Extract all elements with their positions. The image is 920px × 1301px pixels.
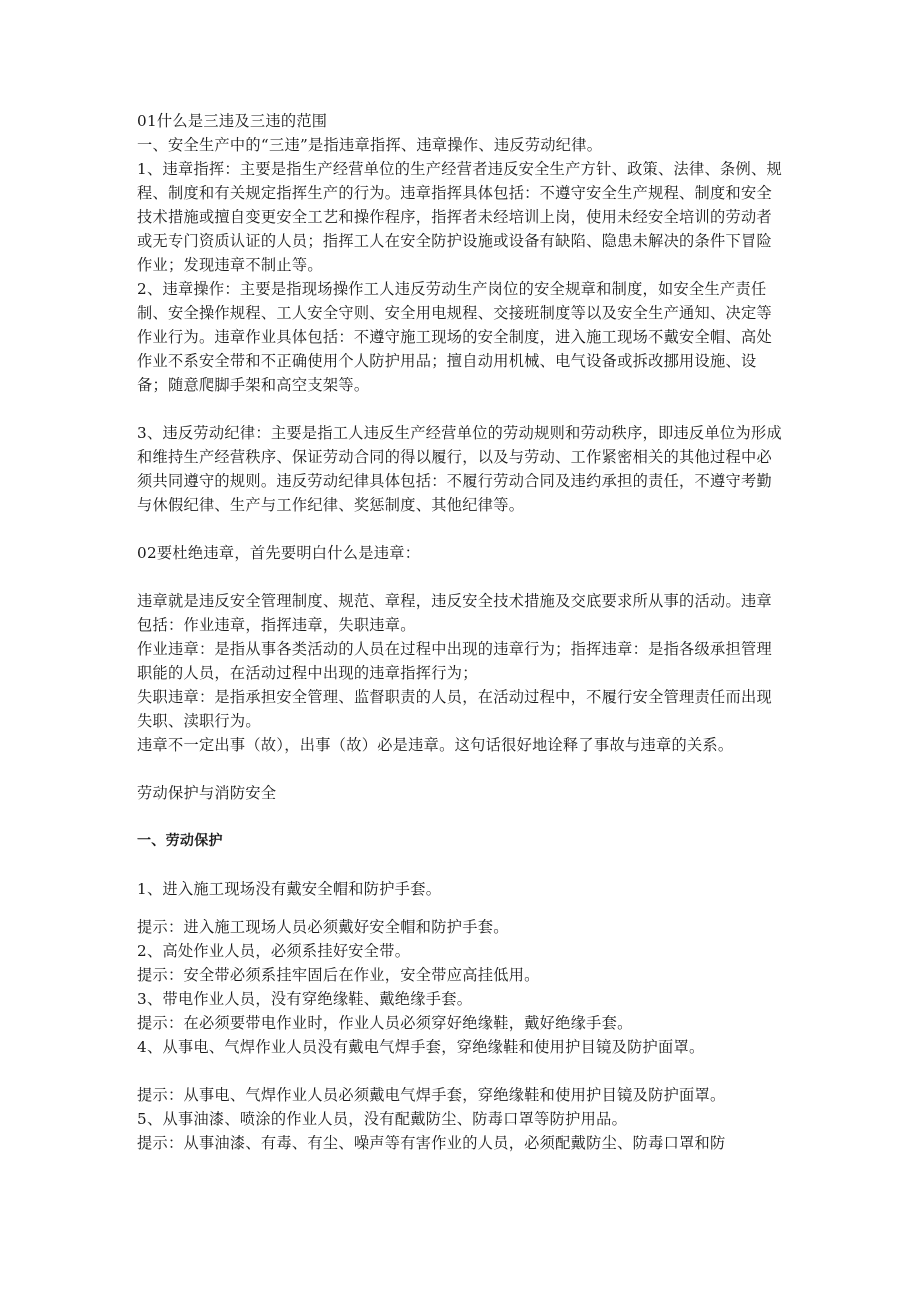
protection-item: 3、带电作业人员，没有穿绝缘鞋、戴绝缘手套。 xyxy=(137,990,473,1008)
protection-item: 5、从事油漆、喷涂的作业人员，没有配戴防尘、防毒口罩等防护用品。 xyxy=(137,1110,628,1128)
protection-tip: 提示：安全带必须系挂牢固后在作业，安全带应高挂低用。 xyxy=(137,966,540,984)
paragraph-gap xyxy=(137,397,787,421)
item-violation-operation: 2、违章操作：主要是指现场操作工人违反劳动生产岗位的安全规章和制度，如安全生产责任制、安全操作规程、工人安全守则、安全用电规程、交接班制度等以及安全生产通知、决定等作业行为。违章作业具体包括：不遵守施工现场的安全制度，进入施工现场不戴安全帽、高处作业不系安全带和不正确使用个人防护用品；擅自动用机械、电气设备或拆改挪用设施、设备；随意爬脚手架和高空支架等。 xyxy=(137,280,772,394)
violation-definition: 违章就是违反安全管理制度、规范、章程，违反安全技术措施及交底要求所从事的活动。违章包括：作业违章，指挥违章，失职违章。 xyxy=(137,592,772,634)
item-violation-discipline: 3、违反劳动纪律：主要是指工人违反生产经营单位的劳动规则和劳动秩序，即违反单位为形成和维持生产经营秩序、保证劳动合同的得以履行，以及与劳动、工作紧密相关的其他过程中必须共同遵守的规则。违反劳动纪律具体包括：不履行劳动合同及违约承担的责任，不遵守考勤与休假纪律、生产与工作纪律、奖惩制度、其他纪律等。 xyxy=(137,424,782,514)
duty-violation-paragraph: 失职违章：是指承担安全管理、监督职责的人员，在活动过程中，不履行安全管理责任而出现失职、渎职行为。 xyxy=(137,688,772,730)
section-2-heading: 02要杜绝违章，首先要明白什么是违章： xyxy=(137,544,421,562)
protection-tip: 提示：进入施工现场人员必须戴好安全帽和防护手套。 xyxy=(137,918,509,936)
protection-item: 2、高处作业人员，必须系挂好安全带。 xyxy=(137,942,411,960)
paragraph-gap xyxy=(137,1059,787,1083)
paragraph-gap xyxy=(137,565,787,589)
paragraph-gap xyxy=(137,757,787,781)
labor-protection-subheading: 一、劳动保护 xyxy=(137,833,223,849)
work-violation-paragraph: 作业违章：是指从事各类活动的人员在过程中出现的违章行为；指挥违章：是指各级承担管理职能的人员，在活动过程中出现的违章指挥行为； xyxy=(137,640,772,682)
section-1-intro: 一、安全生产中的“三违”是指违章指挥、违章操作、违反劳动纪律。 xyxy=(137,136,603,154)
paragraph-gap xyxy=(137,901,787,915)
section-3-heading: 劳动保护与消防安全 xyxy=(137,784,277,802)
violation-accident-relation: 违章不一定出事（故），出事（故）必是违章。这句话很好地诠释了事故与违章的关系。 xyxy=(137,736,734,754)
document-page xyxy=(137,109,787,1155)
paragraph-gap xyxy=(137,517,787,541)
protection-tip: 提示：从事油漆、有毒、有尘、噪声等有害作业的人员，必须配戴防尘、防毒口罩和防 xyxy=(137,1134,726,1152)
protection-tip: 提示：在必须要带电作业时，作业人员必须穿好绝缘鞋，戴好绝缘手套。 xyxy=(137,1014,633,1032)
paragraph-gap xyxy=(137,805,787,829)
protection-tip: 提示：从事电、气焊作业人员必须戴电气焊手套，穿绝缘鞋和使用护目镜及防护面罩。 xyxy=(137,1086,726,1104)
item-violation-command: 1、违章指挥：主要是指生产经营单位的生产经营者违反安全生产方针、政策、法律、条例、规程、制度和有关规定指挥生产的行为。违章指挥具体包括：不遵守安全生产规程、制度和安全技术措施或擅自变更安全工艺和操作程序，指挥者未经培训上岗，使用未经安全培训的劳动者或无专门资质认证的人员；指挥工人在安全防护设施或设备有缺陷、隐患未解决的条件下冒险作业；发现违章不制止等。 xyxy=(137,160,782,274)
protection-item: 4、从事电、气焊作业人员没有戴电气焊手套，穿绝缘鞋和使用护目镜及防护面罩。 xyxy=(137,1038,705,1056)
protection-item: 1、进入施工现场没有戴安全帽和防护手套。 xyxy=(137,880,442,898)
section-1-heading: 01什么是三违及三违的范围 xyxy=(137,112,328,130)
paragraph-gap xyxy=(137,853,787,877)
